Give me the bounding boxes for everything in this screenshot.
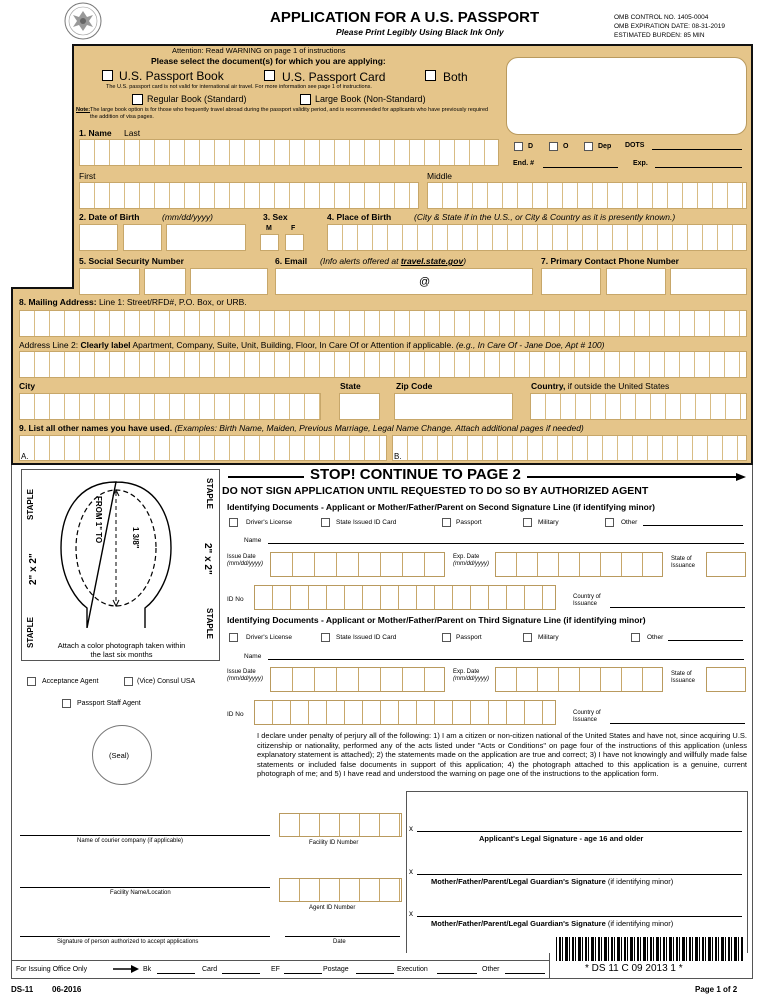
phone-label: 7. Primary Contact Phone Number (541, 256, 679, 266)
email-hint: (Info alerts offered at travel.state.gov) (320, 256, 467, 266)
passport-book-checkbox[interactable] (102, 70, 113, 81)
photo-from-label: FROM 1" TO (94, 496, 103, 544)
state-id-checkbox-2[interactable] (321, 633, 330, 642)
stop-warning: DO NOT SIGN APPLICATION UNTIL REQUESTED TO DO SO BY AUTHORIZED AGENT (222, 485, 649, 497)
phone-line-input[interactable] (670, 268, 747, 295)
issue-date-input-1[interactable] (270, 552, 445, 577)
seal-label: (Seal) (109, 751, 130, 760)
staple-top-right: STAPLE (205, 478, 214, 509)
passport-checkbox-2[interactable] (442, 633, 451, 642)
first-name-input[interactable] (79, 182, 419, 209)
zip-input[interactable] (394, 393, 513, 420)
photo-frac-label: 1 3/8" (131, 527, 140, 549)
office-o-checkbox[interactable] (549, 142, 558, 151)
mailing-line2-input[interactable] (19, 351, 747, 378)
courier-line[interactable] (20, 835, 270, 836)
id-docs-heading-2: Identifying Documents - Applicant or Mother/Father/Parent on Third Signature Line (if identifying minor) (227, 615, 646, 625)
id-docs-heading-1: Identifying Documents - Applicant or Mother/Father/Parent on Second Signature Line (if identifying minor) (227, 502, 656, 512)
photo-head-outline (57, 478, 175, 628)
authorized-signature-line[interactable] (20, 936, 270, 937)
note-label: Note: (76, 107, 91, 113)
issue-date-input-2[interactable] (270, 667, 445, 692)
attention-note: Attention: Read WARNING on page 1 of instructions (172, 46, 346, 55)
sex-m-input[interactable] (260, 234, 279, 251)
state-label: State (340, 381, 361, 391)
zip-label: Zip Code (396, 381, 433, 391)
parent-signature-line-1[interactable] (417, 874, 742, 875)
id-number-input-1[interactable] (254, 585, 556, 610)
both-checkbox[interactable] (425, 70, 436, 81)
barcode-text: * DS 11 C 09 2013 1 * (585, 963, 683, 974)
state-issuance-input-2[interactable] (706, 667, 746, 692)
regular-book-label: Regular Book (Standard) (147, 94, 247, 104)
address-line2-label: Address Line 2: Clearly label Apartment, Company, Suite, Unit, Building, Floor, In Care Of or Attention if applicable. (e.g., In Care Of - Jane Doe, Apt # 100) (19, 340, 605, 350)
document-prompt: Please select the document(s) for which you are applying: (151, 56, 386, 66)
dob-day-input[interactable] (123, 224, 162, 251)
both-label: Both (443, 70, 468, 84)
passport-staff-checkbox[interactable] (62, 699, 71, 708)
omb-expiration: OMB EXPIRATION DATE: 08-31-2019 (614, 23, 726, 30)
card-note: The U.S. passport card is not valid for international air travel. For more information see page 1 of instructions. (106, 84, 372, 90)
dob-month-input[interactable] (79, 224, 118, 251)
other-checkbox-2[interactable] (631, 633, 640, 642)
facility-id-input[interactable] (279, 813, 402, 837)
sex-f-input[interactable] (285, 234, 304, 251)
middle-name-input[interactable] (427, 182, 747, 209)
state-id-checkbox-1[interactable] (321, 518, 330, 527)
email-at-sign: @ (419, 276, 431, 288)
country-label: Country, if outside the United States (531, 381, 670, 391)
dob-format: (mm/dd/yyyy) (162, 212, 213, 222)
city-label: City (19, 381, 36, 391)
id-number-input-2[interactable] (254, 700, 556, 725)
large-book-checkbox[interactable] (300, 94, 311, 105)
military-checkbox-1[interactable] (523, 518, 532, 527)
staple-top-left: STAPLE (26, 489, 35, 520)
ssn-part3-input[interactable] (190, 268, 268, 295)
email-label: 6. Email (275, 256, 308, 266)
country-issuance-line-2[interactable] (610, 723, 745, 724)
exp-date-input-2[interactable] (495, 667, 663, 692)
drivers-license-checkbox-1[interactable] (229, 518, 238, 527)
authorized-date-line[interactable] (285, 936, 400, 937)
city-input[interactable] (19, 393, 321, 420)
ssn-part1-input[interactable] (79, 268, 140, 295)
phone-prefix-input[interactable] (606, 268, 666, 295)
form-subtitle: Please Print Legibly Using Black Ink Only (336, 27, 504, 37)
regular-book-checkbox[interactable] (132, 94, 143, 105)
last-name-label: Last (124, 128, 141, 138)
travel-state-gov-link[interactable]: travel.state.gov (400, 256, 464, 266)
acceptance-agent-checkbox[interactable] (27, 677, 36, 686)
passport-card-checkbox[interactable] (264, 70, 275, 81)
id-name-line-2[interactable] (268, 659, 744, 660)
consul-checkbox[interactable] (124, 677, 133, 686)
signature-box (406, 791, 748, 953)
office-use-box (506, 57, 747, 135)
estimated-burden: ESTIMATED BURDEN: 85 MIN (614, 32, 705, 39)
large-book-note: The large book option is for those who frequently travel abroad during the passport validity period, and is recommended for applicants who have previously required the addition of visa pages. (90, 107, 489, 120)
office-dep-checkbox[interactable] (584, 142, 593, 151)
right-arrow-icon (113, 965, 139, 973)
dob-year-input[interactable] (166, 224, 246, 251)
name-label: 1. Name (79, 128, 112, 138)
form-number: DS-11 (11, 985, 34, 994)
staple-bottom-right: STAPLE (205, 608, 214, 639)
photo-size-right: 2" x 2" (202, 543, 213, 575)
pob-input[interactable] (327, 224, 747, 251)
facility-name-line[interactable] (20, 887, 270, 888)
military-checkbox-2[interactable] (523, 633, 532, 642)
mailing-line1-input[interactable] (19, 310, 747, 337)
other-checkbox-1[interactable] (605, 518, 614, 527)
passport-book-label: U.S. Passport Book (119, 69, 224, 83)
other-names-label: 9. List all other names you have used. (Examples: Birth Name, Maiden, Previous Marriage, Legal Name Change. Attach additional pages if needed) (19, 423, 584, 433)
mailing-label: 8. Mailing Address: Line 1: Street/RFD#, P.O. Box, or URB. (19, 297, 247, 307)
country-input[interactable] (530, 393, 747, 420)
applicant-signature-line[interactable] (417, 831, 742, 832)
drivers-license-checkbox-2[interactable] (229, 633, 238, 642)
middle-name-label: Middle (427, 171, 453, 181)
other-name-b-input[interactable] (392, 435, 747, 461)
department-seal (64, 2, 102, 40)
form-title: APPLICATION FOR A U.S. PASSPORT (270, 9, 540, 26)
other-name-a-input[interactable] (19, 435, 387, 461)
sex-label: 3. Sex (263, 212, 288, 222)
ssn-part2-input[interactable] (144, 268, 186, 295)
photo-caption: Attach a color photograph taken within the last six months (57, 641, 186, 659)
agent-id-input[interactable] (279, 878, 402, 902)
large-book-label: Large Book (Non-Standard) (315, 94, 426, 104)
state-input[interactable] (339, 393, 380, 420)
exp-date-input-1[interactable] (495, 552, 663, 577)
state-issuance-input-1[interactable] (706, 552, 746, 577)
page-number: Page 1 of 2 (695, 985, 738, 994)
barcode (556, 937, 744, 961)
stop-title: STOP! CONTINUE TO PAGE 2 (304, 466, 527, 483)
omb-control: OMB CONTROL NO. 1405-0004 (614, 14, 709, 21)
parent-signature-line-2[interactable] (417, 916, 742, 917)
passport-card-label: U.S. Passport Card (282, 70, 386, 84)
ssn-label: 5. Social Security Number (79, 256, 184, 266)
last-name-input[interactable] (79, 139, 499, 166)
declaration-text: I declare under penalty of perjury all of the following: 1) I am a citizen or non-citizen national of the United States and have not, since acquiring U.S. citizenship or nationality, performed any of the acts listed under "Acts or Conditions" on page four of the instructions of this application (unless explanatory statement is attached); 2) the statements made on the application are true and correct; 3) I have not knowingly and willfully made false statements or included false documents in support of this application; 4) the photograph attached to this application is a genuine, current photograph of me; and 5) I have read and understood the warning on page one of the instructions to the application form. (257, 731, 747, 778)
staple-bottom-left: STAPLE (26, 617, 35, 648)
email-input[interactable] (275, 268, 533, 295)
dob-label: 2. Date of Birth (79, 212, 140, 222)
phone-area-input[interactable] (541, 268, 601, 295)
pob-hint: (City & State if in the U.S., or City & Country as it is presently known.) (414, 212, 676, 222)
id-name-line-1[interactable] (268, 543, 744, 544)
passport-checkbox-1[interactable] (442, 518, 451, 527)
office-d-checkbox[interactable] (514, 142, 523, 151)
pob-label: 4. Place of Birth (327, 212, 392, 222)
form-date: 06-2016 (52, 985, 82, 994)
country-issuance-line-1[interactable] (610, 607, 745, 608)
photo-size-left: 2" x 2" (28, 553, 39, 585)
first-name-label: First (79, 171, 96, 181)
